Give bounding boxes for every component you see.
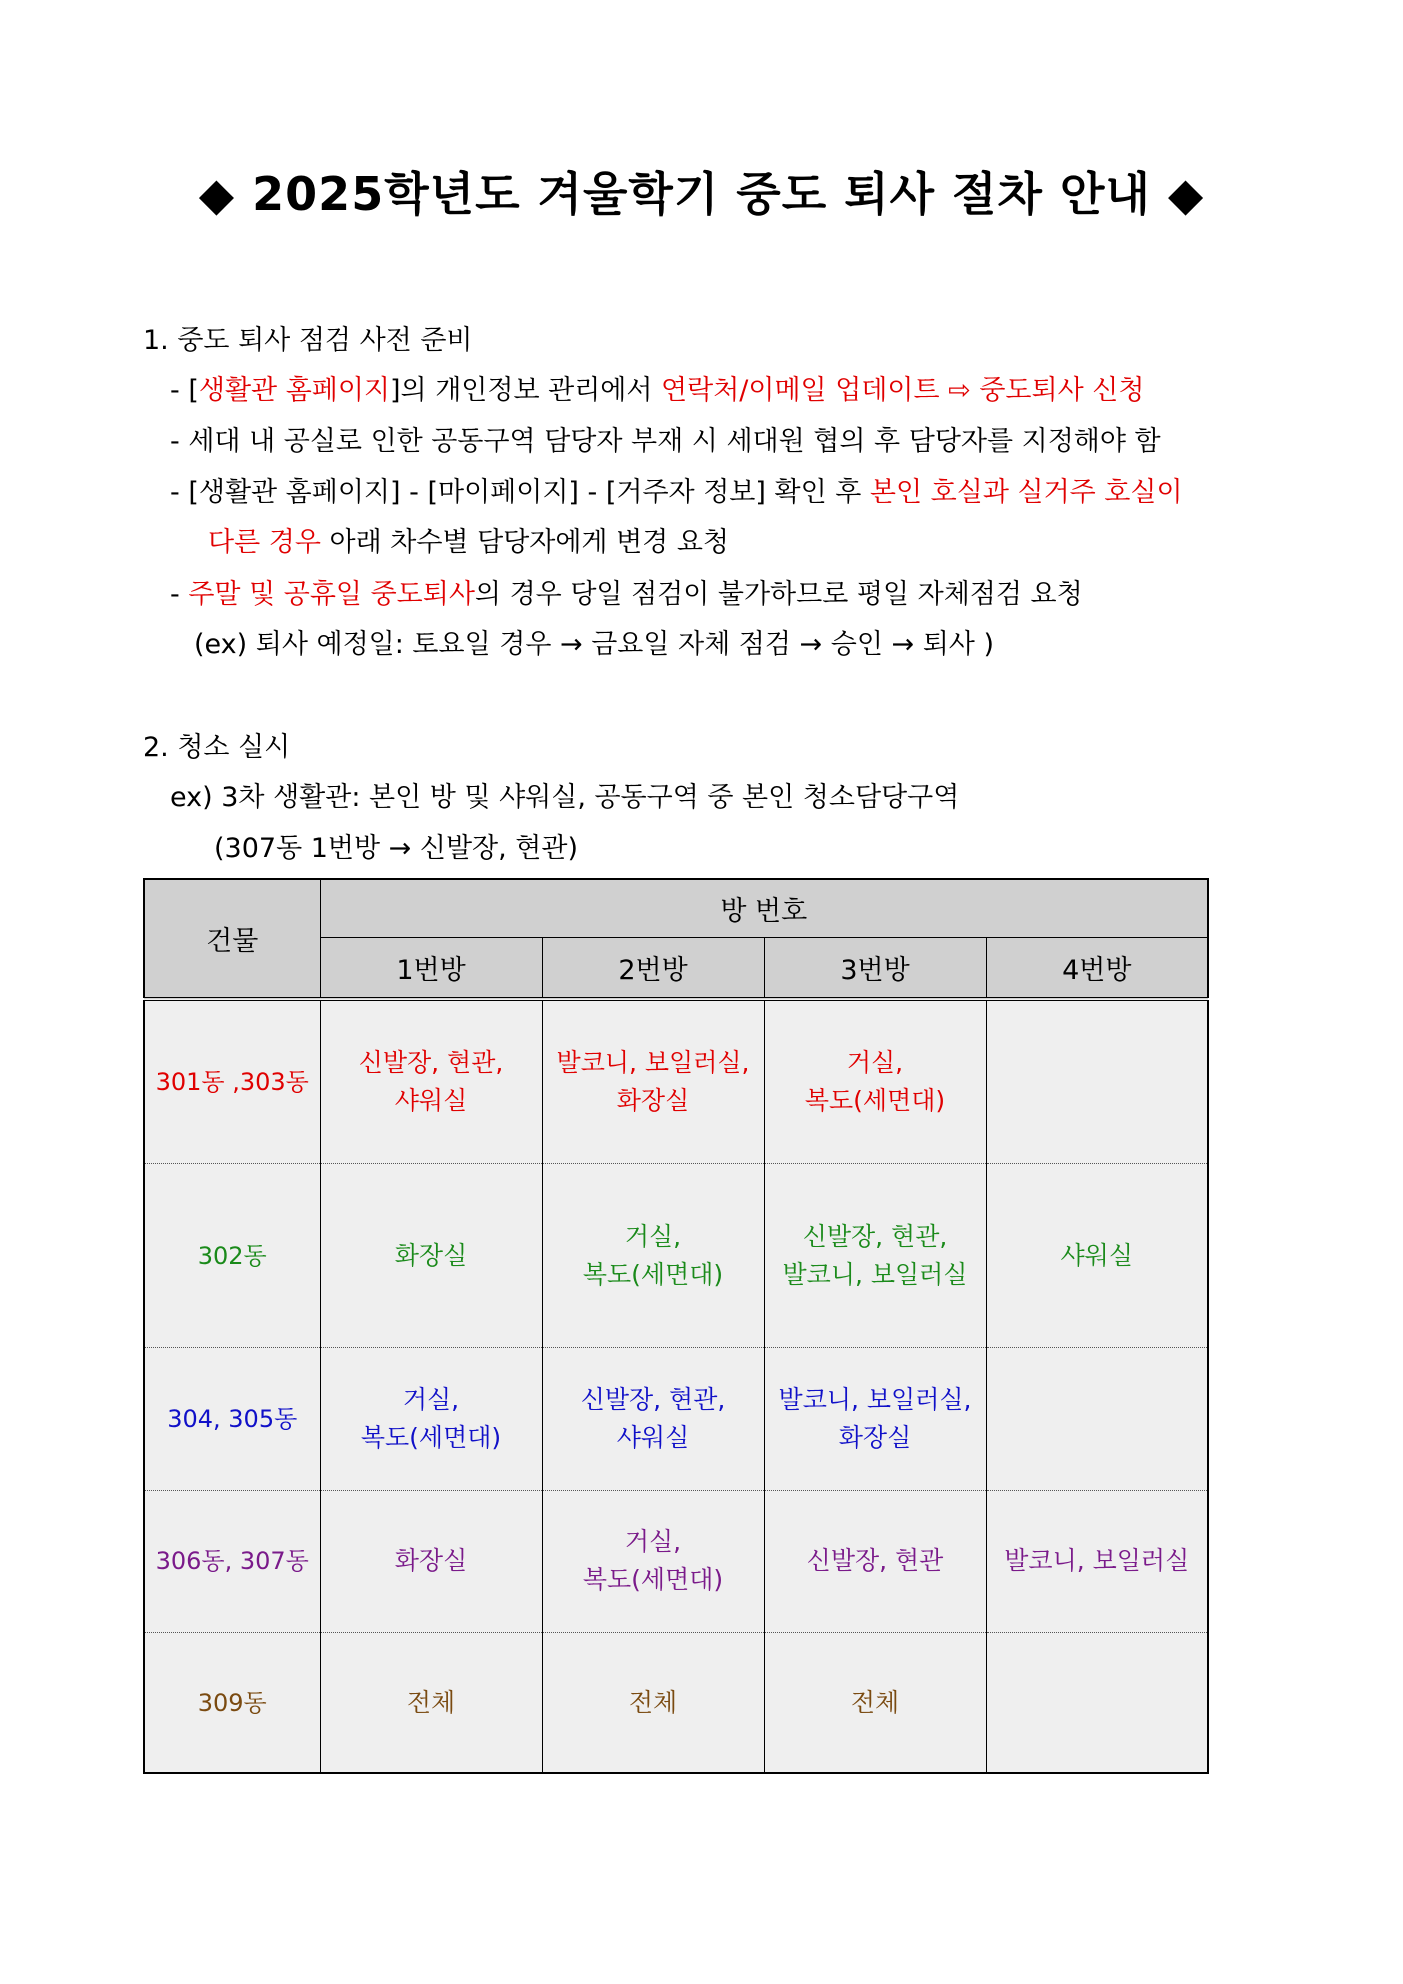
building-cell: 302동	[144, 1163, 320, 1347]
room-3-cell	[764, 1633, 986, 1773]
section-1-line-4	[208, 520, 729, 559]
text-segment: ]의 개인정보 관리에서	[390, 375, 662, 406]
section-2-line-1: ex) 3차 생활관: 본인 방 및 샤워실, 공동구역 중 본인 청소담당구역	[170, 782, 960, 813]
cell-text: 발코니, 보일러실,	[778, 1385, 972, 1415]
building-cell: 306동, 307동	[144, 1490, 320, 1632]
cell-text: 전체	[628, 1687, 678, 1717]
room-1-cell	[320, 1633, 542, 1773]
section-1-line-3	[170, 470, 1183, 509]
text-segment: 아래 차수별 담당자에게 변경 요청	[320, 527, 729, 558]
room-3-cell	[764, 1348, 986, 1490]
room-1-cell	[320, 1348, 542, 1490]
room-1-cell	[320, 1163, 542, 1347]
cell-text: 복도(세면대)	[360, 1423, 502, 1453]
room-2-cell	[542, 1348, 764, 1490]
room-3-cell	[764, 999, 986, 1163]
highlight-homepage: 생활관 홈페이지	[198, 375, 391, 406]
section-1-line-2: - 세대 내 공실로 인한 공동구역 담당자 부재 시 세대원 협의 후 담당자를 지정해야 함	[170, 426, 1161, 457]
table-row	[144, 1163, 1208, 1347]
cell-text: 화장실	[394, 1240, 468, 1270]
building-cell: 304, 305동	[144, 1348, 320, 1490]
cell-text: 복도(세면대)	[804, 1085, 946, 1115]
section-1-heading: 1. 중도 퇴사 점검 사전 준비	[143, 325, 473, 356]
cell-text: 거실,	[402, 1385, 460, 1415]
text-segment: - [	[170, 375, 199, 406]
highlight-room: 본인 호실과 실거주 호실이	[869, 477, 1183, 508]
section-1-line-5	[170, 572, 1083, 611]
room-1-cell	[320, 999, 542, 1163]
cell-text: 샤워실	[616, 1423, 690, 1453]
cell-text: 화장실	[838, 1423, 912, 1453]
highlight-update: 연락처/이메일 업데이트 ⇨ 중도퇴사 신청	[661, 375, 1145, 406]
room-4-cell	[986, 1490, 1208, 1632]
room-3-cell	[764, 1490, 986, 1632]
cell-text: 신발장, 현관,	[358, 1047, 504, 1077]
building-cell: 309동	[144, 1633, 320, 1773]
building-cell: 301동 ,303동	[144, 999, 320, 1163]
room-4-cell	[986, 999, 1208, 1163]
room-2-cell	[542, 1490, 764, 1632]
text-segment: -	[170, 579, 189, 610]
room-3-cell	[764, 1163, 986, 1347]
table-row	[144, 1490, 1208, 1632]
room-4-cell	[986, 1163, 1208, 1347]
cleaning-table	[143, 878, 1209, 1774]
highlight-weekend: 주말 및 공휴일 중도퇴사	[188, 579, 475, 610]
room-2-cell	[542, 1163, 764, 1347]
room-2-cell	[542, 1633, 764, 1773]
section-2-line-2: (307동 1번방 → 신발장, 현관)	[214, 833, 578, 864]
table-body	[144, 999, 1208, 1773]
room-4-cell	[986, 1348, 1208, 1490]
cell-text: 거실,	[624, 1221, 682, 1251]
table-row	[144, 1348, 1208, 1490]
cell-text: 거실,	[624, 1527, 682, 1557]
text-segment: 의 경우 당일 점검이 불가하므로 평일 자체점검 요청	[474, 579, 1083, 610]
page-title: ◆ 2025학년도 겨울학기 중도 퇴사 절차 안내 ◆	[198, 167, 1205, 221]
cell-text: 샤워실	[394, 1085, 468, 1115]
header-room-2: 2번방	[542, 937, 764, 999]
header-room-number: 방 번호	[320, 879, 1208, 937]
cell-text: 복도(세면대)	[582, 1565, 724, 1595]
section-1-line-1	[170, 368, 1144, 407]
room-4-cell	[986, 1633, 1208, 1773]
table-row	[144, 999, 1208, 1163]
section-2-heading: 2. 청소 실시	[143, 732, 291, 763]
cell-text: 발코니, 보일러실	[782, 1259, 968, 1289]
cell-text: 신발장, 현관,	[580, 1385, 726, 1415]
header-room-4: 4번방	[986, 937, 1208, 999]
cell-text: 전체	[406, 1687, 456, 1717]
cell-text: 신발장, 현관,	[802, 1221, 948, 1251]
header-building: 건물	[144, 879, 320, 999]
cell-text: 화장실	[616, 1085, 690, 1115]
cell-text: 발코니, 보일러실	[1004, 1546, 1190, 1576]
cell-text: 샤워실	[1060, 1240, 1133, 1270]
section-1-line-6: (ex) 퇴사 예정일: 토요일 경우 → 금요일 자체 점검 → 승인 → 퇴사 )	[194, 629, 994, 660]
cell-text: 전체	[850, 1687, 900, 1717]
cell-text: 신발장, 현관	[806, 1546, 944, 1576]
cell-text: 발코니, 보일러실,	[556, 1047, 750, 1077]
room-2-cell	[542, 999, 764, 1163]
cell-text: 거실,	[846, 1047, 904, 1077]
cell-text: 화장실	[394, 1546, 468, 1576]
header-room-3: 3번방	[764, 937, 986, 999]
highlight-different: 다른 경우	[208, 527, 321, 558]
text-segment: - [생활관 홈페이지] - [마이페이지] - [거주자 정보] 확인 후	[170, 477, 870, 508]
cell-text: 복도(세면대)	[582, 1259, 724, 1289]
table-row	[144, 1633, 1208, 1773]
header-room-1: 1번방	[320, 937, 542, 999]
room-1-cell	[320, 1490, 542, 1632]
